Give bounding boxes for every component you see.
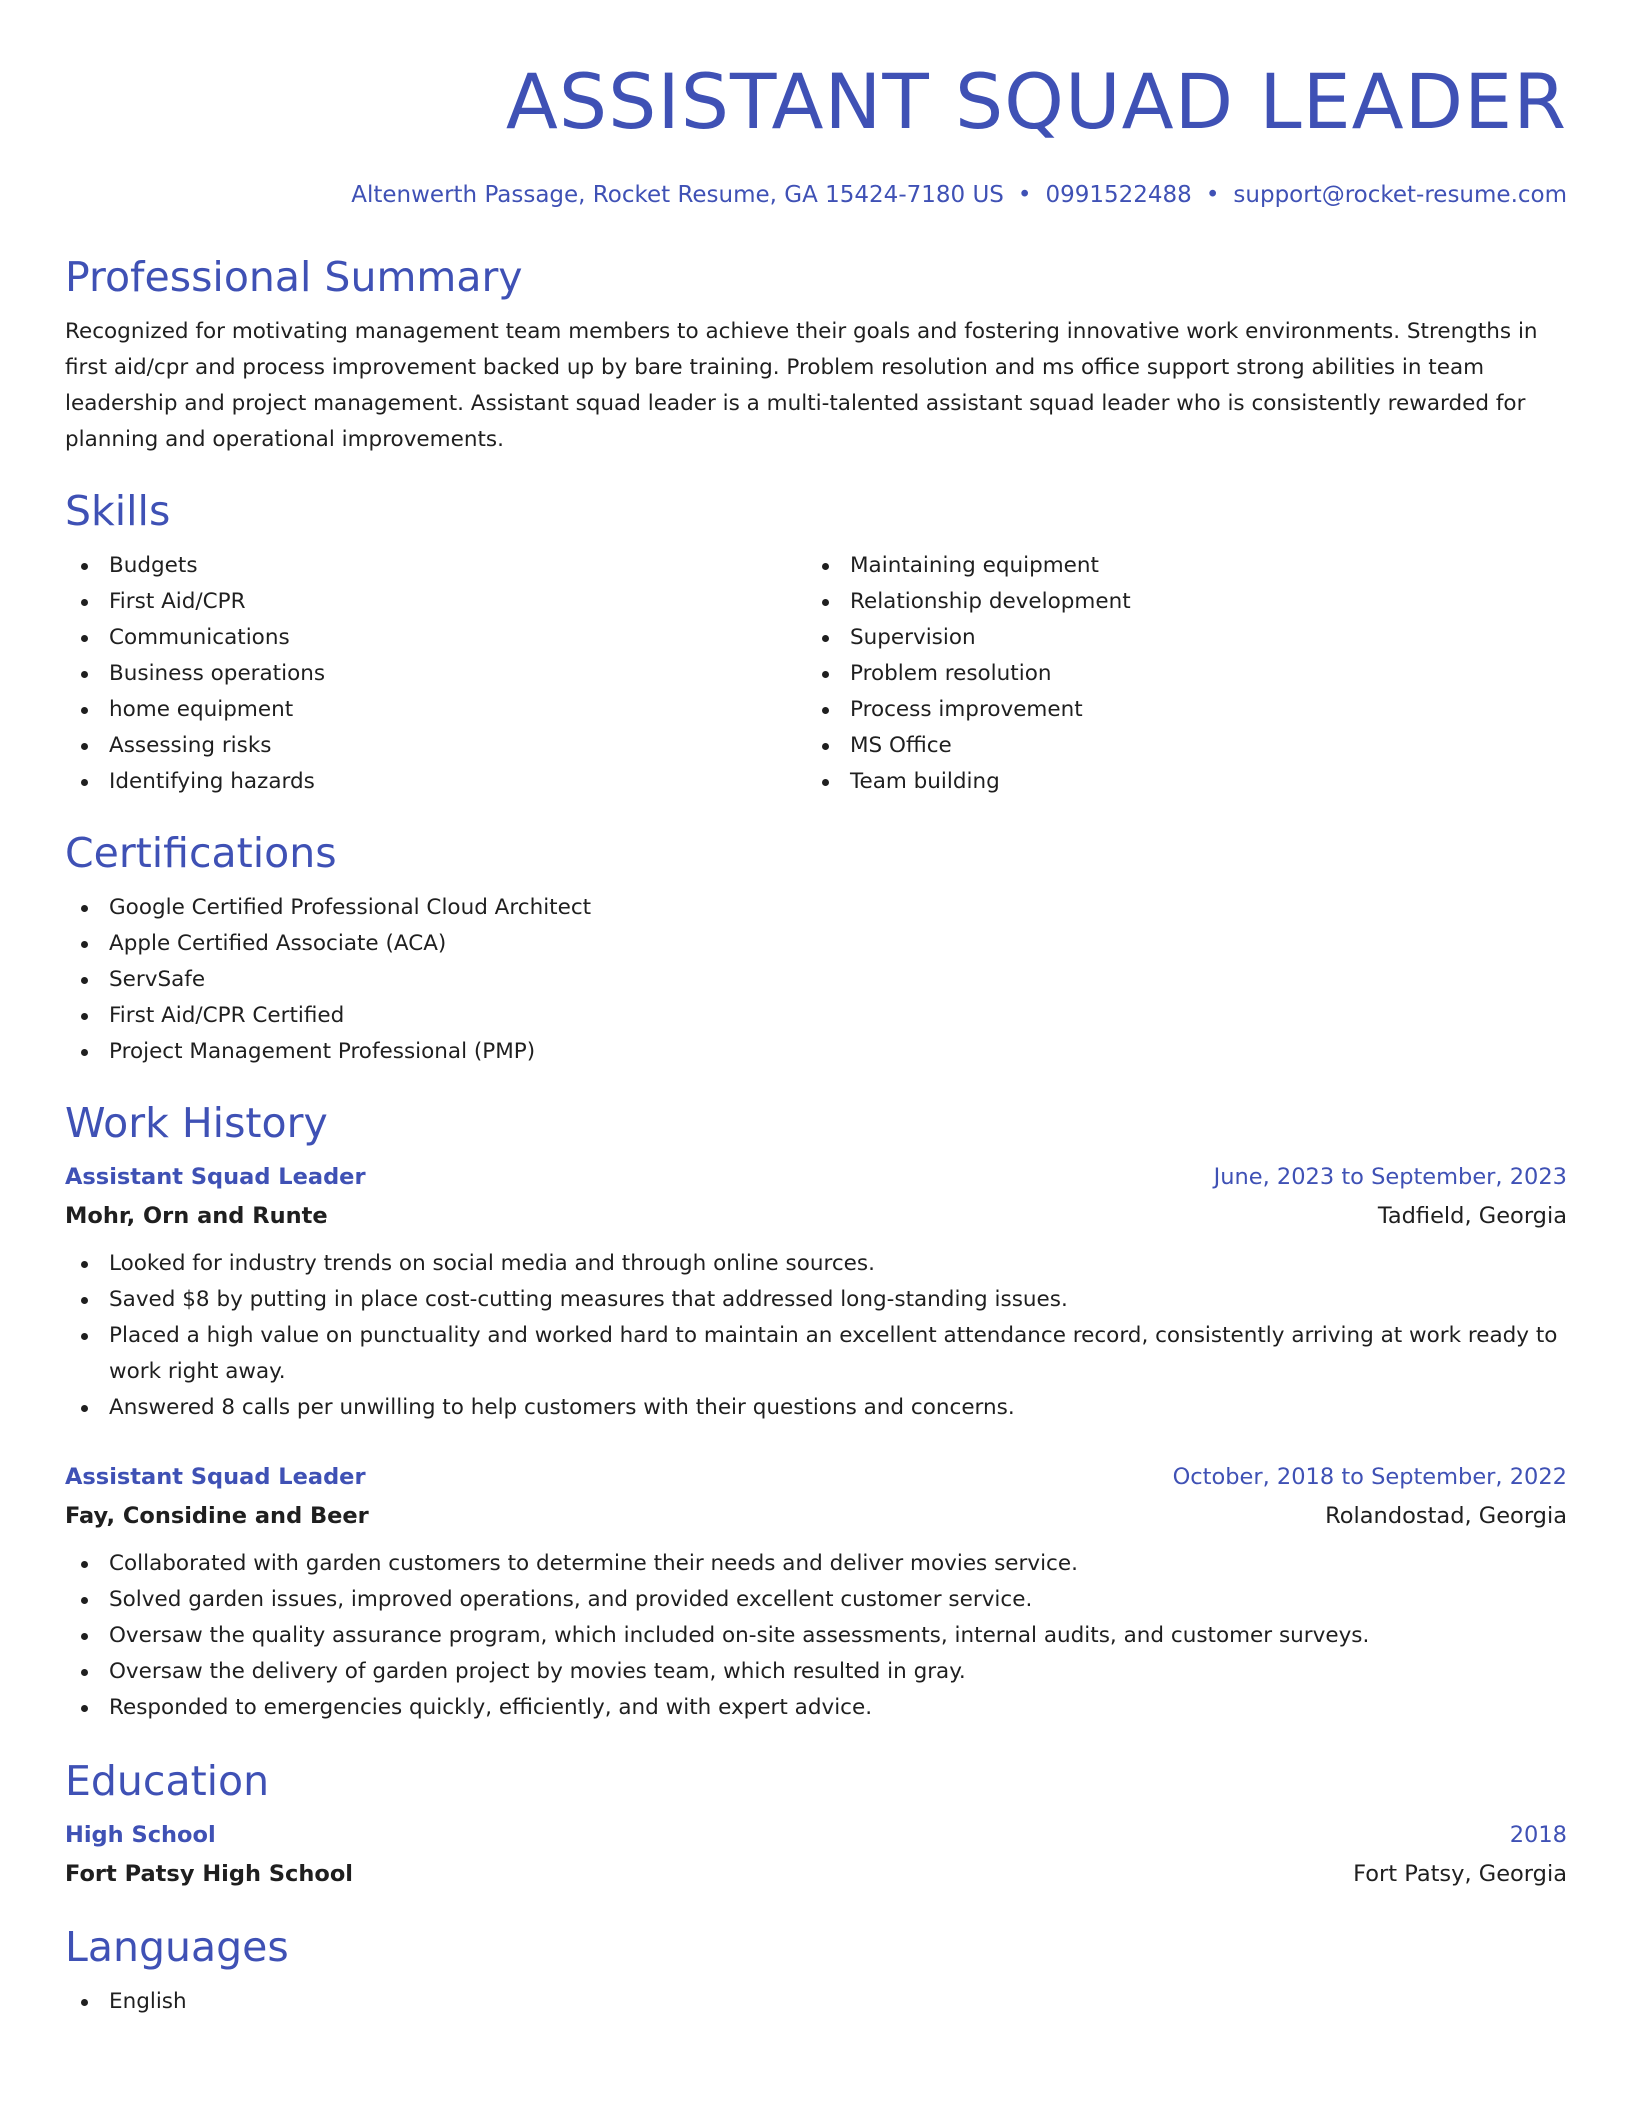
applicant-name: ASSISTANT SQUAD LEADER: [505, 57, 1567, 146]
job-duty: Collaborated with garden customers to determine their needs and deliver movies service.: [65, 1546, 1567, 1582]
languages-list: [65, 1984, 1567, 2020]
skill-item: Communications: [65, 620, 806, 656]
contact-separator: •: [1205, 182, 1220, 208]
skill-item: Relationship development: [806, 584, 1547, 620]
job-title: Assistant Squad Leader: [65, 1464, 366, 1490]
job-title-row: [65, 1458, 1567, 1496]
summary-text: Recognized for motivating management team members to achieve their goals and fostering innovative work environments. Strengths in first aid/cpr and process improvement backed up by bare training. Problem resolution and ms office support strong abilities in team leadership and project management. Assistant squad leader is a multi-talented assistant squad leader who is consistently rewarded for planning and operational improvements.: [65, 319, 1538, 452]
job-location: Rolandostad, Georgia: [1325, 1503, 1567, 1529]
summary-section: [65, 252, 1567, 458]
job-title: Assistant Squad Leader: [65, 1164, 366, 1190]
job-duty: Responded to emergencies quickly, efficiently, and with expert advice.: [65, 1690, 1567, 1726]
certification-item: Apple Certified Associate (ACA): [65, 926, 1567, 962]
job-entry: [65, 1158, 1567, 1426]
contact-line: [65, 180, 1567, 210]
skill-item: Maintaining equipment: [806, 548, 1547, 584]
job-company: Fay, Considine and Beer: [65, 1503, 369, 1529]
job-duty: Oversaw the delivery of garden project by movies team, which resulted in gray.: [65, 1654, 1567, 1690]
languages-heading: Languages: [65, 1923, 289, 1971]
education-year: 2018: [1509, 1822, 1567, 1848]
skill-item: Business operations: [65, 656, 806, 692]
certification-item: First Aid/CPR Certified: [65, 998, 1567, 1034]
skill-item: Budgets: [65, 548, 806, 584]
job-dates: October, 2018 to September, 2022: [1172, 1464, 1567, 1490]
certification-item: Google Certified Professional Cloud Architect: [65, 890, 1567, 926]
job-duties-list: [65, 1546, 1567, 1726]
skill-item: Assessing risks: [65, 728, 806, 764]
language-item: English: [65, 1984, 1567, 2020]
job-duty: Answered 8 calls per unwilling to help customers with their questions and concerns.: [65, 1390, 1567, 1426]
work-history-heading: Work History: [65, 1099, 328, 1147]
job-location: Tadfield, Georgia: [1377, 1203, 1567, 1229]
skill-item: Team building: [806, 764, 1547, 800]
education-section: [65, 1756, 1567, 1894]
education-heading: Education: [65, 1757, 270, 1805]
skills-list-left: [65, 548, 806, 800]
job-duty: Solved garden issues, improved operations, and provided excellent customer service.: [65, 1582, 1567, 1618]
contact-email[interactable]: support@rocket-resume.com: [1233, 182, 1567, 208]
job-dates: June, 2023 to September, 2023: [1213, 1164, 1567, 1190]
job-duty: Oversaw the quality assurance program, which included on-site assessments, internal audits, and customer surveys.: [65, 1618, 1567, 1654]
certification-item: Project Management Professional (PMP): [65, 1034, 1567, 1070]
certifications-heading: Certifications: [65, 829, 337, 877]
skill-item: First Aid/CPR: [65, 584, 806, 620]
certifications-list: [65, 890, 1567, 1070]
certifications-section: [65, 828, 1567, 1070]
job-duty: Saved $8 by putting in place cost-cutting measures that addressed long-standing issues.: [65, 1282, 1567, 1318]
skill-item: Problem resolution: [806, 656, 1547, 692]
education-degree-row: [65, 1816, 1567, 1854]
education-entry: [65, 1816, 1567, 1894]
job-company-row: [65, 1196, 1567, 1236]
work-history-section: [65, 1098, 1567, 1726]
education-degree: High School: [65, 1822, 216, 1848]
skills-list-right: [806, 548, 1547, 800]
contact-separator: •: [1017, 182, 1032, 208]
job-duty: Placed a high value on punctuality and worked hard to maintain an excellent attendance record, consistently arriving at work ready to work right away.: [65, 1318, 1567, 1390]
skills-heading: Skills: [65, 487, 171, 535]
job-entry: [65, 1458, 1567, 1726]
skill-item: MS Office: [806, 728, 1547, 764]
resume-header: [65, 56, 1567, 210]
skill-item: Process improvement: [806, 692, 1547, 728]
job-title-row: [65, 1158, 1567, 1196]
skill-item: home equipment: [65, 692, 806, 728]
summary-heading: Professional Summary: [65, 253, 523, 301]
skills-section: [65, 486, 1567, 800]
education-school-row: [65, 1854, 1567, 1894]
education-location: Fort Patsy, Georgia: [1353, 1861, 1567, 1887]
skill-item: Supervision: [806, 620, 1547, 656]
contact-address: Altenwerth Passage, Rocket Resume, GA 15424-7180 US: [351, 182, 1004, 208]
job-duty: Looked for industry trends on social media and through online sources.: [65, 1246, 1567, 1282]
languages-section: [65, 1922, 1567, 2020]
certification-item: ServSafe: [65, 962, 1567, 998]
contact-phone: 0991522488: [1045, 182, 1192, 208]
job-duties-list: [65, 1246, 1567, 1426]
skill-item: Identifying hazards: [65, 764, 806, 800]
job-company-row: [65, 1496, 1567, 1536]
education-school: Fort Patsy High School: [65, 1861, 354, 1887]
job-company: Mohr, Orn and Runte: [65, 1203, 328, 1229]
skills-columns: [65, 548, 1567, 800]
